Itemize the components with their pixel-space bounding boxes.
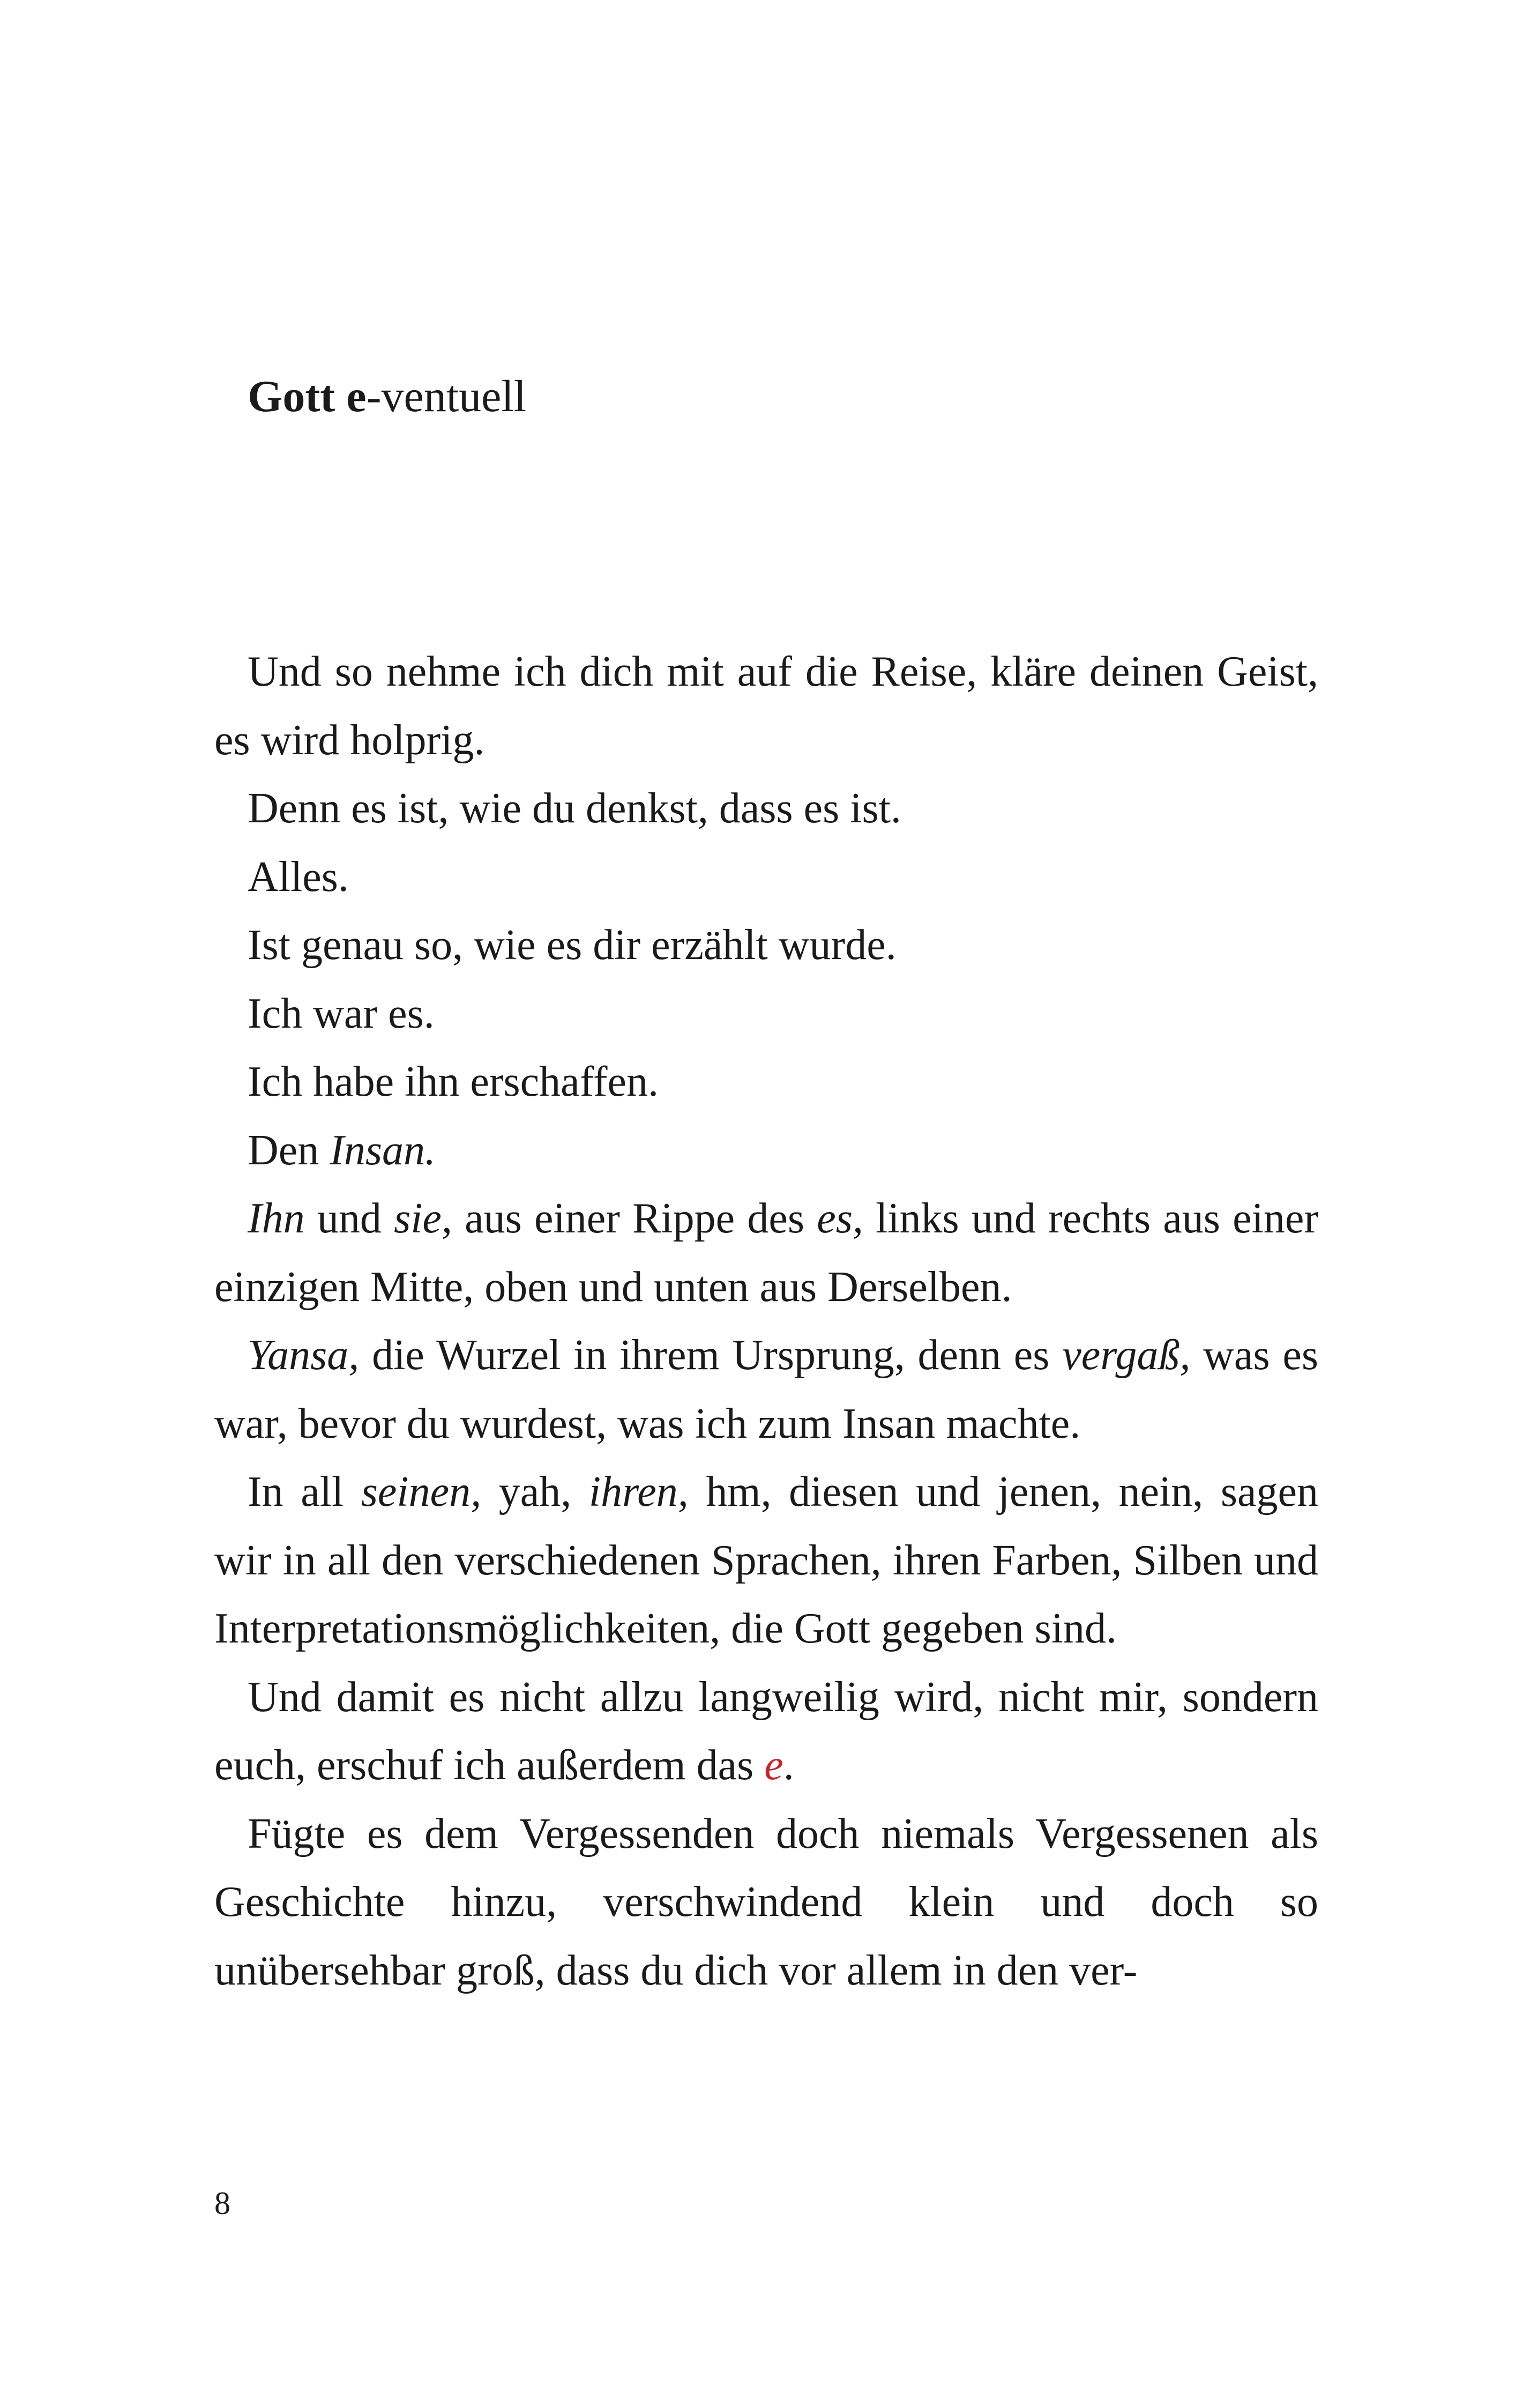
paragraph-12: Fügte es dem Vergessenden doch niemals Vergessenen als Geschichte hinzu, verschwindend klein und doch so unübersehbar groß, dass du dich vor allem in den ver- [214, 1810, 1318, 1994]
paragraph-10 [214, 1458, 1318, 1663]
p7-italic: Insan. [330, 1126, 436, 1174]
page-number: 8 [214, 2186, 230, 2221]
p10-text-1: In all [248, 1468, 361, 1515]
paragraph-3: Alles. [248, 853, 349, 901]
p11-period: . [783, 1742, 794, 1789]
chapter-title [248, 370, 526, 423]
p7-text: Den [248, 1126, 330, 1174]
p10-italic-ihren: ihren, [588, 1468, 689, 1515]
p10-text-2: yah, [481, 1468, 589, 1515]
p8-italic-sie: sie [394, 1195, 442, 1242]
p9-italic-vergass: vergaß, [1062, 1332, 1191, 1379]
p8-italic-es: es, [817, 1195, 863, 1242]
paragraph-6: Ich habe ihn erschaffen. [248, 1058, 659, 1105]
p9-text-1: die Wurzel in ihrem Ursprung, denn es [359, 1332, 1063, 1379]
paragraph-7 [214, 1117, 1318, 1185]
p9-italic-yansa: Yansa, [248, 1332, 360, 1379]
p8-text-2: , aus einer Rippe des [441, 1195, 817, 1242]
p11-text: Und damit es nicht allzu langweilig wird, nicht mir, sondern euch, erschuf ich außerdem das [214, 1673, 1318, 1789]
paragraph-4: Ist genau so, wie es dir erzählt wurde. [248, 921, 897, 969]
paragraph-9 [214, 1321, 1318, 1458]
p10-italic-seinen: seinen, [361, 1468, 482, 1515]
p11-red-e: e [764, 1742, 783, 1789]
chapter-title-bold: Gott e [248, 371, 367, 421]
p8-text-1: und [304, 1195, 394, 1242]
body-text [214, 638, 1318, 2005]
chapter-title-rest: -ventuell [366, 371, 527, 421]
p10-text-3: hm, diesen und jenen, nein, sagen wir in all den verschiedenen Sprachen, ihren Farben, Silben und Interpretationsmöglichkeiten, die Gott gegeben sind. [214, 1468, 1318, 1652]
paragraph-2: Denn es ist, wie du denkst, dass es ist. [248, 785, 901, 832]
p8-text-3: links und rechts aus einer einzigen Mitte, oben und unten aus Derselben. [214, 1195, 1319, 1311]
paragraph-8 [214, 1185, 1318, 1321]
p8-italic-ihn: Ihn [248, 1195, 305, 1242]
p9-text-2: was es war, bevor du wurdest, was ich zum Insan machte. [214, 1332, 1318, 1447]
paragraph-1: Und so nehme ich dich mit auf die Reise, kläre deinen Geist, es wird holprig. [214, 648, 1318, 764]
paragraph-5: Ich war es. [248, 990, 435, 1037]
paragraph-11 [214, 1663, 1318, 1800]
